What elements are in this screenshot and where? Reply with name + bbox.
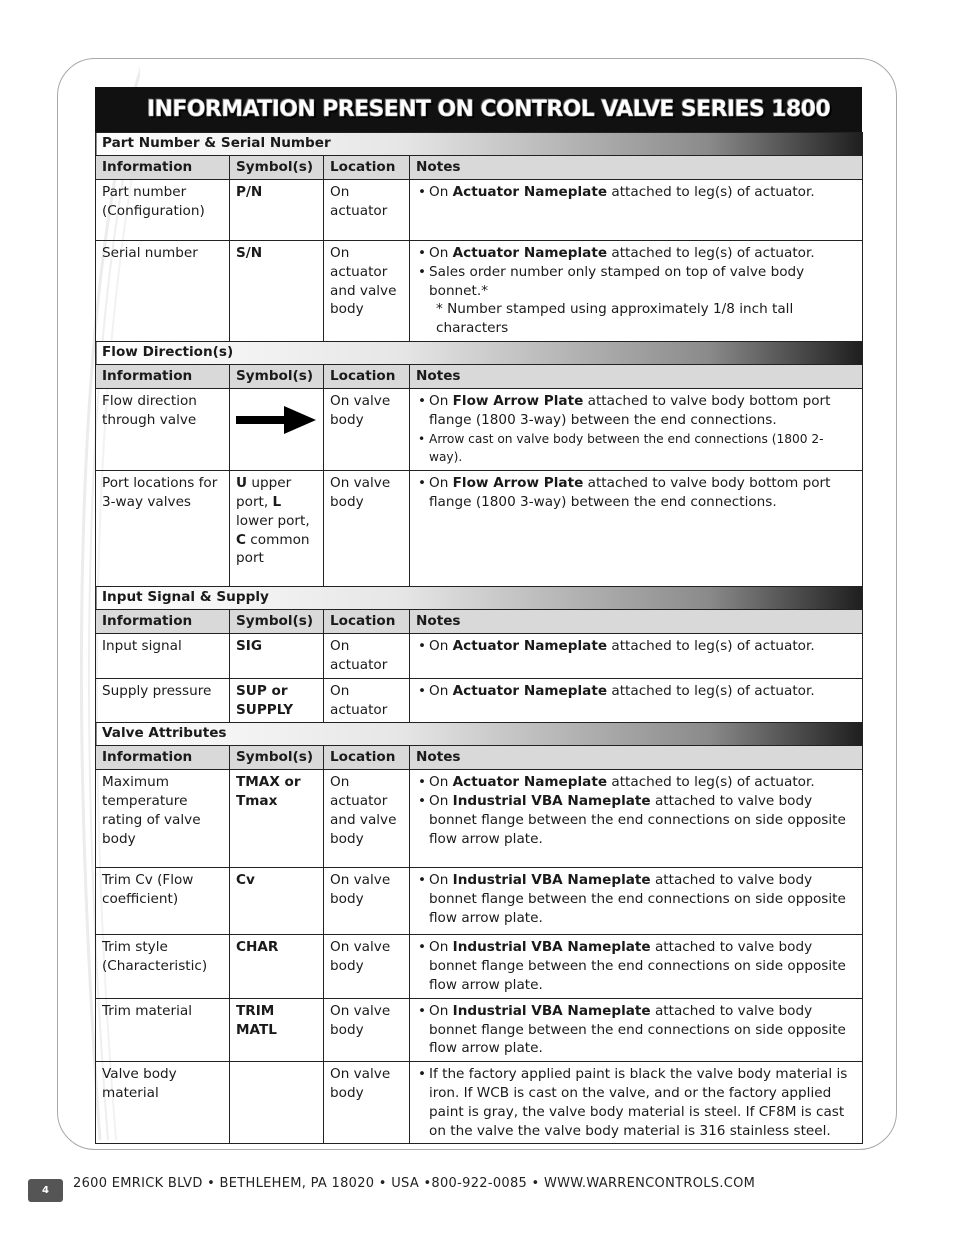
footer-address: 2600 EMRICK BLVD • BETHLEHEM, PA 18020 • USA •800-922-0085 • WWW.WARRENCONTROLS.COM: [73, 1176, 756, 1191]
symbol-cell: SUP or SUPPLY: [230, 678, 324, 723]
note-item: • On Industrial VBA Nameplate attached to valve body bonnet flange between the end connections on side opposite flow arrow plate.: [416, 1002, 856, 1058]
location-cell: On actuator and valve body: [324, 241, 410, 342]
info-cell: Flow direction through valve: [96, 388, 230, 470]
location-cell: On valve body: [324, 935, 410, 998]
symbol-cell: CHAR: [230, 935, 324, 998]
col-information: Information: [96, 610, 230, 634]
location-cell: On valve body: [324, 1062, 410, 1144]
info-cell: Trim material: [96, 998, 230, 1061]
col-symbols: Symbol(s): [230, 156, 324, 180]
notes-cell: [410, 471, 863, 587]
notes-cell: [410, 678, 863, 723]
note-item: • Sales order number only stamped on top of valve body bonnet.*: [416, 263, 856, 301]
location-cell: On actuator: [324, 180, 410, 241]
note-item: • On Industrial VBA Nameplate attached to valve body bonnet flange between the end connections on side opposite flow arrow plate.: [416, 871, 856, 927]
table-row: [96, 1062, 863, 1144]
table-row: [96, 471, 863, 587]
section-header: Input Signal & Supply: [96, 587, 863, 610]
section-header: Part Number & Serial Number: [96, 133, 863, 156]
notes-cell: [410, 180, 863, 241]
location-cell: On actuator: [324, 678, 410, 723]
symbol-cell: TRIM MATL: [230, 998, 324, 1061]
col-symbols: Symbol(s): [230, 364, 324, 388]
col-location: Location: [324, 156, 410, 180]
note-item: • On Actuator Nameplate attached to leg(s) of actuator.: [416, 244, 856, 263]
column-header-row: [96, 610, 863, 634]
col-location: Location: [324, 364, 410, 388]
note-item: • On Actuator Nameplate attached to leg(s) of actuator.: [416, 682, 856, 701]
symbol-cell: SIG: [230, 634, 324, 679]
table-row: [96, 998, 863, 1061]
location-cell: On actuator: [324, 634, 410, 679]
right-arrow-icon: [236, 406, 316, 434]
section-header: Flow Direction(s): [96, 341, 863, 364]
column-header-row: [96, 746, 863, 770]
location-cell: On valve body: [324, 471, 410, 587]
column-header-row: [96, 364, 863, 388]
section-header: Valve Attributes: [96, 723, 863, 746]
col-information: Information: [96, 364, 230, 388]
note-item: • On Industrial VBA Nameplate attached to valve body bonnet flange between the end connections on side opposite flow arrow plate.: [416, 792, 856, 848]
info-cell: Trim style (Characteristic): [96, 935, 230, 998]
info-cell: Serial number: [96, 241, 230, 342]
table-row: [96, 868, 863, 935]
symbol-cell: TMAX or Tmax: [230, 770, 324, 868]
location-cell: On valve body: [324, 388, 410, 470]
table-row: [96, 180, 863, 241]
notes-cell: [410, 1062, 863, 1144]
symbol-cell: [230, 1062, 324, 1144]
col-information: Information: [96, 746, 230, 770]
table-row: [96, 770, 863, 868]
info-cell: Port locations for 3-way valves: [96, 471, 230, 587]
symbol-cell: [230, 388, 324, 470]
title-bar: [95, 87, 862, 132]
footnote: * Number stamped using approximately 1/8 inch tall characters: [436, 301, 794, 337]
col-symbols: Symbol(s): [230, 746, 324, 770]
table-row: [96, 678, 863, 723]
table-row: [96, 935, 863, 998]
notes-cell: [410, 770, 863, 868]
info-cell: Trim Cv (Flow coefficient): [96, 868, 230, 935]
location-cell: On valve body: [324, 998, 410, 1061]
col-notes: Notes: [410, 610, 863, 634]
col-information: Information: [96, 156, 230, 180]
note-item: • On Flow Arrow Plate attached to valve body bottom port flange (1800 3-way) between the end connections.: [416, 474, 856, 512]
col-notes: Notes: [410, 364, 863, 388]
page-title: INFORMATION PRESENT ON CONTROL VALVE SERIES 1800: [147, 97, 831, 122]
location-cell: On actuator and valve body: [324, 770, 410, 868]
info-table: [95, 132, 863, 1144]
column-header-row: [96, 156, 863, 180]
notes-cell: [410, 935, 863, 998]
info-cell: Part number (Configuration): [96, 180, 230, 241]
symbol-cell: U upper port, L lower port, C common port: [230, 471, 324, 587]
notes-cell: [410, 868, 863, 935]
col-symbols: Symbol(s): [230, 610, 324, 634]
col-notes: Notes: [410, 156, 863, 180]
note-item: • If the factory applied paint is black the valve body material is iron. If WCB is cast on the valve, and or the factory applied paint is gray, the valve body material is steel. If CF8M is cast on the valve the valve body material is 316 stainless steel.: [416, 1065, 856, 1140]
note-item: • On Actuator Nameplate attached to leg(s) of actuator.: [416, 183, 856, 202]
notes-cell: [410, 634, 863, 679]
info-cell: Valve body material: [96, 1062, 230, 1144]
col-location: Location: [324, 610, 410, 634]
table-row: [96, 634, 863, 679]
notes-cell: [410, 241, 863, 342]
notes-cell: [410, 998, 863, 1061]
info-cell: Input signal: [96, 634, 230, 679]
note-item: • On Industrial VBA Nameplate attached to valve body bonnet flange between the end connections on side opposite flow arrow plate.: [416, 938, 856, 994]
note-item: • On Flow Arrow Plate attached to valve body bottom port flange (1800 3-way) between the end connections.: [416, 392, 856, 430]
symbol-cell: P/N: [230, 180, 324, 241]
col-notes: Notes: [410, 746, 863, 770]
symbol-cell: S/N: [230, 241, 324, 342]
table-row: [96, 388, 863, 470]
location-cell: On valve body: [324, 868, 410, 935]
table-row: [96, 241, 863, 342]
note-item: • On Actuator Nameplate attached to leg(s) of actuator.: [416, 773, 856, 792]
symbol-cell: Cv: [230, 868, 324, 935]
info-cell: Maximum temperature rating of valve body: [96, 770, 230, 868]
info-table-container: [95, 87, 862, 1144]
page-number: 4: [28, 1179, 63, 1202]
info-cell: Supply pressure: [96, 678, 230, 723]
note-item: • On Actuator Nameplate attached to leg(s) of actuator.: [416, 637, 856, 656]
note-item: • Arrow cast on valve body between the end connections (1800 2-way).: [416, 430, 856, 468]
col-location: Location: [324, 746, 410, 770]
notes-cell: [410, 388, 863, 470]
